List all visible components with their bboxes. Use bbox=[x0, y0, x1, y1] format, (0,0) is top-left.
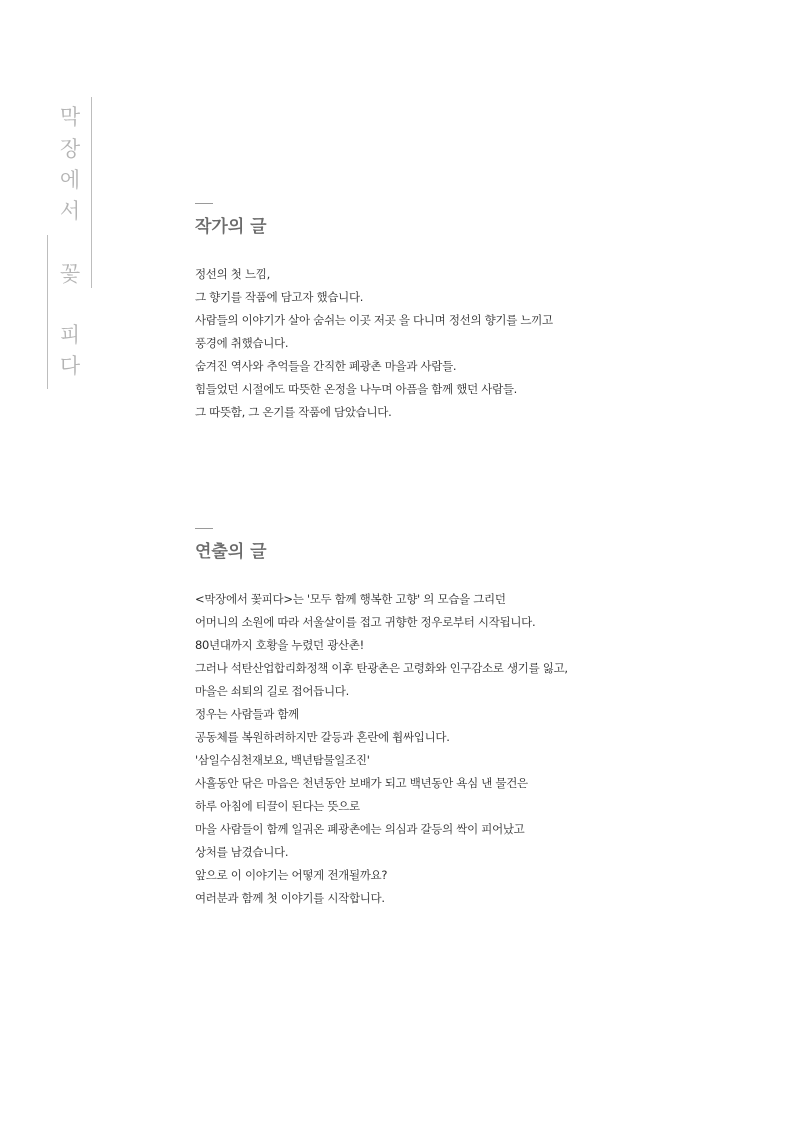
side-title-char: 피 bbox=[59, 323, 81, 347]
section-mark bbox=[195, 528, 213, 529]
side-title-char: 꽃 bbox=[59, 262, 81, 286]
side-title-char: 다 bbox=[59, 354, 81, 378]
director-note-line: 상처를 남겼습니다. bbox=[195, 845, 289, 859]
author-note-title: 작가의 글 bbox=[195, 217, 267, 237]
director-note-line: <막장에서 꽃피다>는 '모두 함께 행복한 고향' 의 모습을 그리던 bbox=[195, 592, 506, 606]
side-title-char: 에 bbox=[59, 168, 81, 192]
author-note-line: 힘들었던 시절에도 따뜻한 온정을 나누며 아픔을 함께 했던 사람들. bbox=[195, 382, 518, 396]
director-note-line: 공동체를 복원하려하지만 갈등과 혼란에 휩싸입니다. bbox=[195, 730, 450, 744]
author-note-body bbox=[195, 263, 775, 424]
director-note-line: 정우는 사람들과 함께 bbox=[195, 707, 299, 721]
side-title-rule-right bbox=[91, 97, 92, 288]
author-note-line: 풍경에 취했습니다. bbox=[195, 336, 289, 350]
author-note-line: 그 따뜻함, 그 온기를 작품에 담았습니다. bbox=[195, 405, 392, 419]
author-note-line: 사람들의 이야기가 살아 숨쉬는 이곳 저곳 을 다니며 정선의 향기를 느끼고 bbox=[195, 313, 553, 327]
author-note-section bbox=[195, 203, 775, 424]
director-note-line: 하루 아침에 티끌이 된다는 뜻으로 bbox=[195, 799, 360, 813]
author-note-line: 숨겨진 역사와 추억들을 간직한 폐광촌 마을과 사람들. bbox=[195, 359, 457, 373]
side-title-char: 막 bbox=[59, 105, 81, 129]
author-note-line: 그 향기를 작품에 담고자 했습니다. bbox=[195, 290, 364, 304]
section-mark bbox=[195, 203, 213, 204]
director-note-line: 마을 사람들이 함께 일궈온 폐광촌에는 의심과 갈등의 싹이 피어났고 bbox=[195, 822, 525, 836]
director-note-line: 마을은 쇠퇴의 길로 접어듭니다. bbox=[195, 684, 349, 698]
director-note-line: 80년대까지 호황을 누렸던 광산촌! bbox=[195, 638, 364, 652]
director-note-line: 사흘동안 닦은 마음은 천년동안 보배가 되고 백년동안 욕심 낸 물건은 bbox=[195, 776, 528, 790]
director-note-body bbox=[195, 588, 775, 910]
director-note-section bbox=[195, 528, 775, 910]
director-note-line: 여러분과 함께 첫 이야기를 시작합니다. bbox=[195, 891, 385, 905]
director-note-line: 어머니의 소원에 따라 서울살이를 접고 귀향한 정우로부터 시작됩니다. bbox=[195, 615, 536, 629]
side-title-char: 장 bbox=[59, 137, 81, 161]
side-title-rule-left bbox=[47, 235, 48, 389]
side-title-char: 서 bbox=[59, 199, 81, 223]
director-note-line: 앞으로 이 이야기는 어떻게 전개될까요? bbox=[195, 868, 388, 882]
director-note-line: '삼일수심천재보요, 백년탐물일조진' bbox=[195, 753, 370, 767]
author-note-line: 정선의 첫 느낌, bbox=[195, 267, 270, 281]
director-note-title: 연출의 글 bbox=[195, 542, 267, 562]
director-note-line: 그러나 석탄산업합리화정책 이후 탄광촌은 고령화와 인구감소로 생기를 잃고, bbox=[195, 661, 568, 675]
